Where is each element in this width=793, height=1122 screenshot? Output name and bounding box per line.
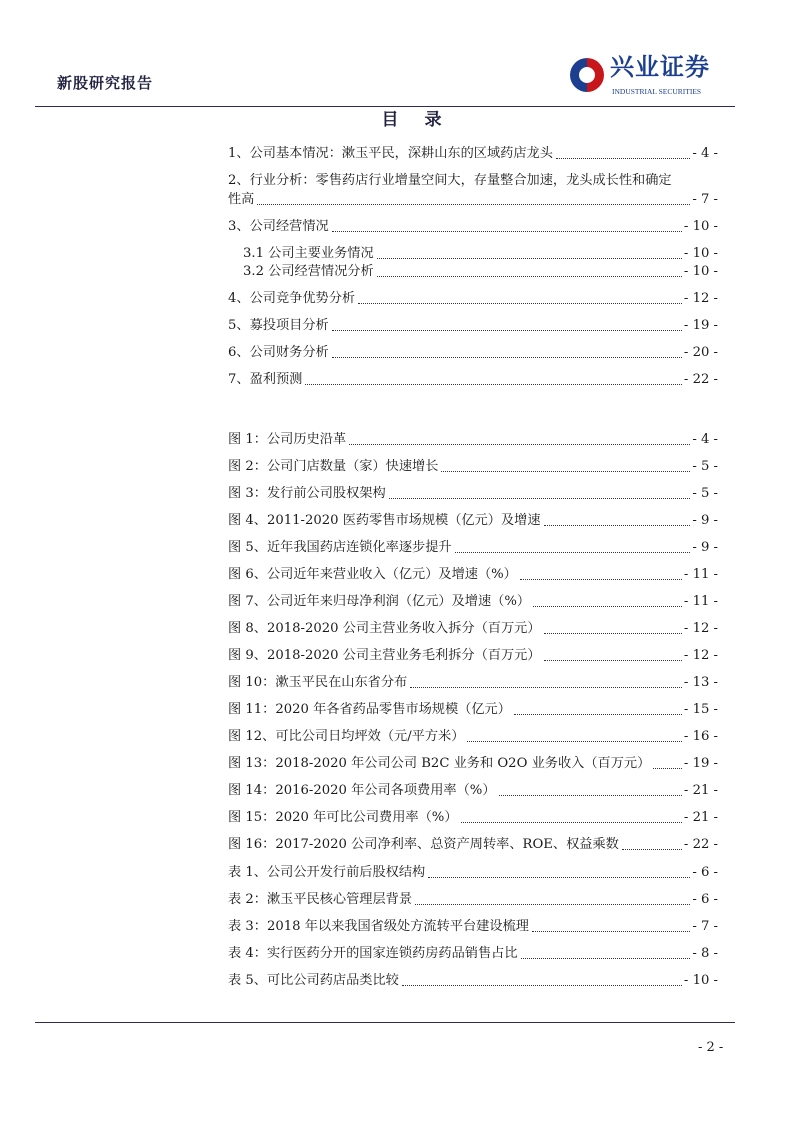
- toc-entry-label: 图 11：2020 年各省药品零售市场规模（亿元）: [228, 702, 511, 717]
- toc-entry[interactable]: [228, 963, 718, 990]
- toc-entry[interactable]: [228, 773, 718, 800]
- toc-entry-label: 4、公司竞争优势分析: [228, 291, 356, 306]
- toc-entry-page: - 6 -: [692, 865, 718, 880]
- dot-leader: [305, 384, 682, 385]
- toc-entry-label: 2、行业分析：零售药店行业增量空间大，存量整合加速，龙头成长性和确定: [228, 173, 672, 188]
- toc-entry-continuation: [228, 191, 718, 209]
- footer-divider: [35, 1022, 735, 1023]
- dot-leader: [358, 303, 682, 304]
- toc-entry-label: 图 6、公司近年来营业收入（亿元）及增速（%）: [228, 567, 517, 582]
- dot-leader: [410, 687, 682, 688]
- toc-entry[interactable]: [228, 362, 718, 389]
- toc-entry-label: 图 10：漱玉平民在山东省分布: [228, 675, 408, 690]
- toc-entry-label: 图 1：公司历史沿革: [228, 432, 347, 447]
- dot-leader: [455, 552, 691, 553]
- dot-leader: [415, 904, 690, 905]
- toc-tables: [228, 855, 718, 990]
- toc-entry-page: - 4 -: [692, 432, 718, 447]
- toc-entry-label: 图 2：公司门店数量（家）快速增长: [228, 459, 439, 474]
- toc-entry-page: - 12 -: [683, 291, 718, 306]
- toc-entry[interactable]: [228, 263, 718, 281]
- toc-entry-label: 性高: [228, 192, 255, 207]
- toc-entry[interactable]: [228, 855, 718, 882]
- toc-entry[interactable]: [228, 503, 718, 530]
- toc-entry[interactable]: [228, 827, 718, 854]
- toc-entry-page: - 10 -: [683, 219, 718, 234]
- toc-entry-label: 图 8、2018-2020 公司主营业务收入拆分（百万元）: [228, 621, 541, 636]
- toc-entry-page: - 19 -: [683, 318, 718, 333]
- dot-leader: [332, 357, 682, 358]
- toc-entry[interactable]: [228, 882, 718, 909]
- dot-leader: [428, 877, 690, 878]
- toc-entry-label: 图 16：2017-2020 公司净利率、总资产周转率、ROE、权益乘数: [228, 837, 619, 852]
- toc-entry-label: 图 13：2018-2020 年公司公司 B2C 业务和 O2O 业务收入（百万元）: [228, 756, 651, 771]
- toc-entry-page: - 20 -: [683, 345, 718, 360]
- toc-entry-page: - 7 -: [692, 192, 718, 207]
- toc-entry-label: 图 15：2020 年可比公司费用率（%）: [228, 810, 458, 825]
- toc-entry-page: - 22 -: [683, 837, 718, 852]
- toc-entry-label: 图 7、公司近年来归母净利润（亿元）及增速（%）: [228, 594, 531, 609]
- report-type-label: 新股研究报告: [57, 74, 154, 92]
- toc-entry[interactable]: [228, 746, 718, 773]
- toc-entry-label: 1、公司基本情况：漱玉平民，深耕山东的区域药店龙头: [228, 146, 553, 161]
- dot-leader: [544, 660, 682, 661]
- toc-entry-label: 图 14：2016-2020 年公司各项费用率（%）: [228, 783, 496, 798]
- toc-entry[interactable]: [228, 335, 718, 362]
- toc-entry-page: - 13 -: [683, 675, 718, 690]
- toc-entry-page: - 11 -: [683, 567, 718, 582]
- toc-entry-label: 图 12、可比公司日均坪效（元/平方米）: [228, 729, 465, 744]
- toc-entry-page: - 9 -: [692, 513, 718, 528]
- toc-entry-page: - 5 -: [692, 486, 718, 501]
- dot-leader: [544, 633, 682, 634]
- toc-entry-label: 图 3：发行前公司股权架构: [228, 486, 386, 501]
- dot-leader: [349, 444, 690, 445]
- page-title: 目 录: [381, 110, 452, 130]
- toc-entry[interactable]: [228, 611, 718, 638]
- toc-entry[interactable]: [228, 692, 718, 719]
- toc-entry[interactable]: [228, 209, 718, 236]
- toc-entry[interactable]: [228, 308, 718, 335]
- dot-leader: [377, 258, 682, 259]
- toc-entry-page: - 16 -: [683, 729, 718, 744]
- toc-entry-page: - 10 -: [683, 264, 718, 279]
- toc-entry[interactable]: [228, 236, 718, 263]
- dot-leader: [521, 958, 691, 959]
- toc-entry-label: 3、公司经营情况: [228, 219, 329, 234]
- toc-entry[interactable]: [228, 800, 718, 827]
- toc-entry[interactable]: [228, 530, 718, 557]
- dot-leader: [532, 931, 690, 932]
- toc-entry[interactable]: [228, 449, 718, 476]
- toc-entry-page: - 6 -: [692, 892, 718, 907]
- toc-entry-label: 表 5、可比公司药店品类比较: [228, 973, 399, 988]
- toc-entry-label: 表 3：2018 年以来我国省级处方流转平台建设梳理: [228, 919, 529, 934]
- toc-entry[interactable]: [228, 584, 718, 611]
- header-divider: [35, 106, 735, 107]
- dot-leader: [461, 822, 682, 823]
- toc-entry-label: 表 1、公司公开发行前后股权结构: [228, 865, 426, 880]
- toc-entry-label: 表 4：实行医药分开的国家连锁药房药品销售占比: [228, 946, 518, 961]
- toc-entry-page: - 19 -: [683, 756, 718, 771]
- toc-entry-page: - 21 -: [683, 783, 718, 798]
- toc-entry-page: - 21 -: [683, 810, 718, 825]
- toc-figures: [228, 422, 718, 854]
- toc-entry-page: - 22 -: [683, 372, 718, 387]
- toc-entry[interactable]: [228, 638, 718, 665]
- toc-entry-label: 图 9、2018-2020 公司主营业务毛利拆分（百万元）: [228, 648, 541, 663]
- toc-entry-label: 表 2：漱玉平民核心管理层背景: [228, 892, 413, 907]
- dot-leader: [441, 471, 690, 472]
- toc-entry-page: - 10 -: [683, 973, 718, 988]
- toc-entry-label: 图 5、近年我国药店连锁化率逐步提升: [228, 540, 452, 555]
- toc-entry-page: - 9 -: [692, 540, 718, 555]
- toc-entry-label: 3.2 公司经营情况分析: [243, 264, 374, 279]
- logo-mark-icon: [570, 58, 604, 92]
- toc-sections: [228, 136, 718, 389]
- dot-leader: [402, 985, 682, 986]
- dot-leader: [520, 579, 682, 580]
- toc-entry-page: - 7 -: [692, 919, 718, 934]
- toc-entry[interactable]: [228, 163, 718, 209]
- dot-leader: [653, 768, 682, 769]
- dot-leader: [257, 204, 690, 205]
- dot-leader: [533, 606, 682, 607]
- dot-leader: [467, 741, 682, 742]
- dot-leader: [556, 158, 690, 159]
- toc-entry-page: - 10 -: [683, 246, 718, 261]
- toc-entry-label: 3.1 公司主要业务情况: [243, 246, 374, 261]
- dot-leader: [332, 330, 682, 331]
- toc-entry[interactable]: [228, 909, 718, 936]
- toc-entry-label: 6、公司财务分析: [228, 345, 329, 360]
- toc-entry[interactable]: [228, 719, 718, 746]
- logo-text-en: INDUSTRIAL SECURITIES: [612, 87, 702, 96]
- toc-entry-page: - 4 -: [692, 146, 718, 161]
- toc-entry-page: - 12 -: [683, 621, 718, 636]
- toc-entry-page: - 5 -: [692, 459, 718, 474]
- toc-entry-page: - 8 -: [692, 946, 718, 961]
- toc-entry[interactable]: [228, 281, 718, 308]
- toc-entry[interactable]: [228, 936, 718, 963]
- dot-leader: [377, 276, 682, 277]
- toc-entry[interactable]: [228, 665, 718, 692]
- dot-leader: [544, 525, 691, 526]
- toc-entry-page: - 15 -: [683, 702, 718, 717]
- toc-entry-label: 7、盈利预测: [228, 372, 303, 387]
- toc-entry[interactable]: [228, 422, 718, 449]
- dot-leader: [332, 231, 682, 232]
- dot-leader: [499, 795, 682, 796]
- toc-entry-label: 图 4、2011-2020 医药零售市场规模（亿元）及增速: [228, 513, 541, 528]
- toc-entry[interactable]: [228, 476, 718, 503]
- dot-leader: [622, 849, 682, 850]
- dot-leader: [514, 714, 682, 715]
- toc-entry[interactable]: [228, 557, 718, 584]
- company-logo: [570, 54, 740, 100]
- toc-entry-label: 5、募投项目分析: [228, 318, 329, 333]
- toc-entry-page: - 12 -: [683, 648, 718, 663]
- toc-entry-page: - 11 -: [683, 594, 718, 609]
- logo-text-cn: 兴业证券: [610, 52, 710, 81]
- page-number: - 2 -: [698, 1040, 724, 1055]
- toc-entry[interactable]: [228, 136, 718, 163]
- dot-leader: [389, 498, 691, 499]
